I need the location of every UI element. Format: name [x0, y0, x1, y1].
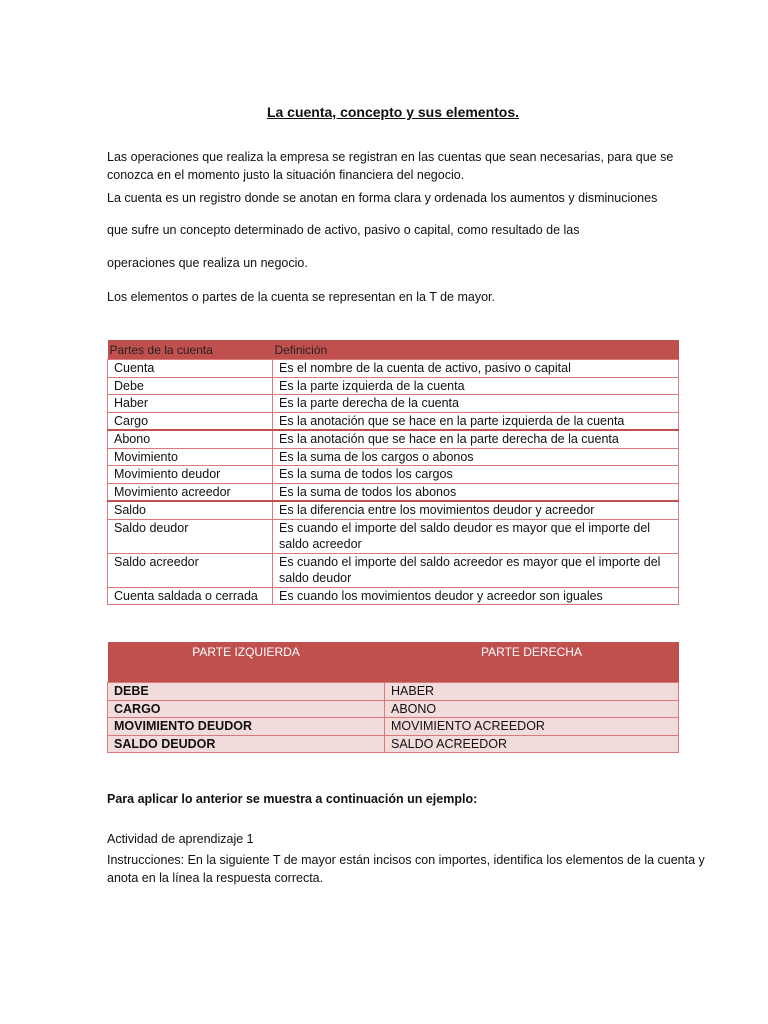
part-definition: Es cuando el importe del saldo acreedor es mayor que el importe del saldo deudor — [273, 553, 679, 587]
table-row — [108, 430, 679, 448]
activity-heading: Actividad de aprendizaje 1 — [107, 832, 254, 846]
table-row — [108, 360, 679, 378]
left-side-cell: CARGO — [108, 700, 385, 718]
right-side-cell: SALDO ACREEDOR — [385, 735, 679, 753]
part-definition: Es la suma de los cargos o abonos — [273, 448, 679, 466]
part-name: Cuenta — [108, 360, 273, 378]
definition-line-3: operaciones que realiza un negocio. — [107, 256, 308, 270]
part-definition: Es la parte izquierda de la cuenta — [273, 377, 679, 395]
part-name: Saldo acreedor — [108, 553, 273, 587]
table-row — [108, 700, 679, 718]
part-name: Cuenta saldada o cerrada — [108, 587, 273, 605]
table-row — [108, 466, 679, 484]
table-row — [108, 587, 679, 605]
parts-header-definition: Definición — [273, 340, 679, 360]
definition-line-1: La cuenta es un registro donde se anotan en forma clara y ordenada los aumentos y disminuciones — [107, 191, 658, 205]
part-definition: Es cuando los movimientos deudor y acreedor son iguales — [273, 587, 679, 605]
table-row — [108, 501, 679, 519]
sides-table — [107, 642, 679, 753]
table-row — [108, 395, 679, 413]
part-name: Movimiento deudor — [108, 466, 273, 484]
table-row — [108, 735, 679, 753]
table-row — [108, 412, 679, 430]
table-row — [108, 519, 679, 553]
part-definition: Es la anotación que se hace en la parte izquierda de la cuenta — [273, 412, 679, 430]
part-definition: Es la diferencia entre los movimientos deudor y acreedor — [273, 501, 679, 519]
left-side-header: PARTE IZQUIERDA — [108, 642, 385, 683]
table-row — [108, 448, 679, 466]
definition-line-2: que sufre un concepto determinado de activo, pasivo o capital, como resultado de las — [107, 223, 580, 237]
part-name: Saldo deudor — [108, 519, 273, 553]
part-definition: Es la suma de todos los abonos — [273, 483, 679, 501]
left-side-cell: MOVIMIENTO DEUDOR — [108, 718, 385, 736]
table-row — [108, 718, 679, 736]
right-side-cell: ABONO — [385, 700, 679, 718]
left-side-cell: SALDO DEUDOR — [108, 735, 385, 753]
table-row — [108, 683, 679, 701]
page-title: La cuenta, concepto y sus elementos. — [266, 104, 520, 120]
part-definition: Es cuando el importe del saldo deudor es mayor que el importe del saldo acreedor — [273, 519, 679, 553]
intro-paragraph: Las operaciones que realiza la empresa se registran en las cuentas que sean necesarias, para que se conozca en el momento justo la situación financiera del negocio. — [107, 150, 674, 182]
parts-header-part: Partes de la cuenta — [108, 340, 273, 360]
right-side-cell: MOVIMIENTO ACREEDOR — [385, 718, 679, 736]
instructions-paragraph: Instrucciones: En la siguiente T de mayor están incisos con importes, identifica los elementos de la cuenta y anota en la línea la respuesta correcta. — [107, 853, 705, 885]
elements-paragraph: Los elementos o partes de la cuenta se representan en la T de mayor. — [107, 290, 495, 304]
sides-table-header — [108, 642, 679, 683]
part-name: Cargo — [108, 412, 273, 430]
part-name: Haber — [108, 395, 273, 413]
part-name: Abono — [108, 430, 273, 448]
table-row — [108, 377, 679, 395]
part-name: Movimiento acreedor — [108, 483, 273, 501]
apply-paragraph: Para aplicar lo anterior se muestra a continuación un ejemplo: — [107, 792, 478, 806]
part-name: Debe — [108, 377, 273, 395]
part-definition: Es el nombre de la cuenta de activo, pasivo o capital — [273, 360, 679, 378]
left-side-cell: DEBE — [108, 683, 385, 701]
right-side-header: PARTE DERECHA — [385, 642, 679, 683]
part-definition: Es la suma de todos los cargos — [273, 466, 679, 484]
part-name: Saldo — [108, 501, 273, 519]
parts-table-header — [108, 340, 679, 360]
table-row — [108, 553, 679, 587]
part-definition: Es la anotación que se hace en la parte derecha de la cuenta — [273, 430, 679, 448]
parts-table — [107, 340, 679, 605]
part-name: Movimiento — [108, 448, 273, 466]
part-definition: Es la parte derecha de la cuenta — [273, 395, 679, 413]
right-side-cell: HABER — [385, 683, 679, 701]
table-row — [108, 483, 679, 501]
